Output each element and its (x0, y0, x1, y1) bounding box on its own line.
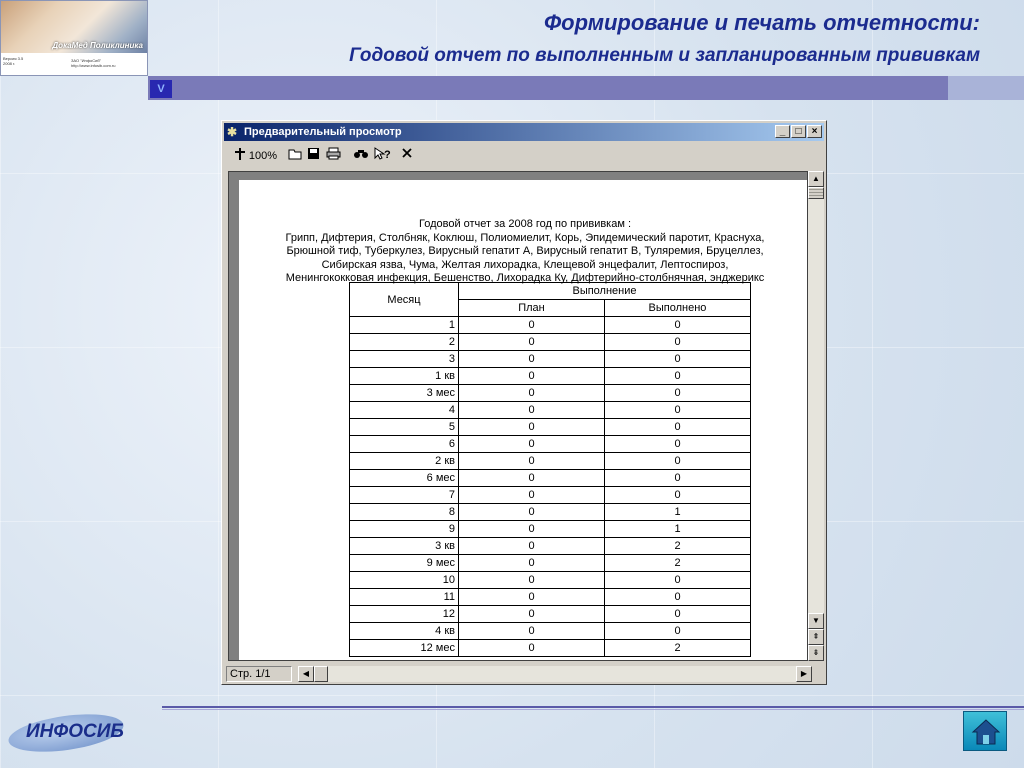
cell-plan: 0 (459, 572, 605, 589)
help-icon[interactable] (372, 147, 392, 165)
cell-done: 1 (605, 521, 751, 538)
zoom-level[interactable]: 100% (248, 150, 278, 162)
table-row (350, 640, 751, 657)
table-row (350, 351, 751, 368)
find-icon[interactable] (352, 147, 370, 165)
table-row (350, 334, 751, 351)
preview-window (221, 120, 827, 685)
cell-done: 0 (605, 334, 751, 351)
logo-company-text: ЗАО "ИнфоСиб" http://www.infosib.com.ru (71, 58, 116, 68)
table-row (350, 317, 751, 334)
svg-text:?: ? (384, 149, 391, 161)
scroll-up-icon[interactable]: ▲ (808, 171, 824, 187)
table-row (350, 606, 751, 623)
cell-plan: 0 (459, 589, 605, 606)
cell-done: 0 (605, 470, 751, 487)
cell-plan: 0 (459, 470, 605, 487)
footer-line (162, 706, 1024, 708)
cell-month: 4 (350, 402, 459, 419)
cell-plan: 0 (459, 640, 605, 657)
close-window-button[interactable]: × (807, 125, 822, 138)
cell-done: 0 (605, 402, 751, 419)
cell-done: 0 (605, 436, 751, 453)
cell-month: 6 мес (350, 470, 459, 487)
table-row (350, 487, 751, 504)
cell-done: 0 (605, 419, 751, 436)
product-logo-thumbnail (0, 0, 148, 76)
cell-month: 1 (350, 317, 459, 334)
cell-month: 4 кв (350, 623, 459, 640)
cell-done: 0 (605, 606, 751, 623)
cell-month: 2 (350, 334, 459, 351)
cell-done: 0 (605, 589, 751, 606)
vertical-scrollbar[interactable] (808, 171, 824, 661)
cell-month: 6 (350, 436, 459, 453)
column-header-execution: Выполнение (459, 283, 751, 300)
footer-line-thin (162, 709, 1024, 710)
home-icon (971, 717, 1001, 747)
scroll-down-icon[interactable]: ▼ (808, 613, 824, 629)
cell-month: 9 (350, 521, 459, 538)
cell-plan: 0 (459, 555, 605, 572)
save-icon[interactable] (304, 147, 322, 165)
report-heading-line: Брюшной тиф, Туберкулез, Вирусный гепатит А, Вирусный гепатит В, Туляремия, Бруцеллез, (286, 245, 764, 258)
cell-plan: 0 (459, 368, 605, 385)
header-band (148, 76, 948, 100)
page-up-icon[interactable]: ⇞ (808, 629, 824, 645)
scroll-thumb[interactable] (808, 187, 824, 199)
cell-plan: 0 (459, 334, 605, 351)
home-button[interactable] (963, 711, 1007, 751)
table-row (350, 623, 751, 640)
cell-done: 0 (605, 623, 751, 640)
table-row (350, 521, 751, 538)
report-heading-line: Сибирская язва, Чума, Желтая лихорадка, Клещевой энцефалит, Лептоспироз, (321, 258, 729, 271)
slide-subtitle: Годовой отчет по выполненным и запланированным прививкам (349, 45, 980, 66)
cell-plan: 0 (459, 521, 605, 538)
cell-done: 1 (605, 504, 751, 521)
cell-done: 0 (605, 317, 751, 334)
cell-done: 2 (605, 538, 751, 555)
cell-plan: 0 (459, 436, 605, 453)
preview-toolbar (224, 143, 824, 169)
column-header-plan: План (459, 300, 605, 317)
cell-done: 0 (605, 487, 751, 504)
cell-done: 0 (605, 385, 751, 402)
slide-title: Формирование и печать отчетности: (543, 10, 980, 35)
cell-plan: 0 (459, 402, 605, 419)
table-row (350, 453, 751, 470)
cell-plan: 0 (459, 606, 605, 623)
logo-version-text: Версия 3.5 2008 г. (3, 56, 24, 66)
print-icon[interactable] (324, 147, 342, 165)
table-row (350, 436, 751, 453)
infosib-logo (8, 712, 126, 752)
cell-plan: 0 (459, 453, 605, 470)
cell-done: 0 (605, 453, 751, 470)
cell-month: 10 (350, 572, 459, 589)
preview-area[interactable] (228, 171, 808, 661)
cell-month: 3 (350, 351, 459, 368)
table-row (350, 589, 751, 606)
table-row (350, 504, 751, 521)
app-icon: ✱ (227, 125, 238, 139)
table-row (350, 572, 751, 589)
cell-month: 8 (350, 504, 459, 521)
cell-month: 7 (350, 487, 459, 504)
cell-done: 2 (605, 640, 751, 657)
window-title: Предварительный просмотр (244, 126, 402, 138)
report-table (349, 282, 751, 657)
cell-done: 2 (605, 555, 751, 572)
cell-month: 1 кв (350, 368, 459, 385)
cell-month: 3 кв (350, 538, 459, 555)
cell-month: 12 (350, 606, 459, 623)
cell-done: 0 (605, 572, 751, 589)
scroll-right-icon[interactable]: ▶ (796, 666, 812, 682)
cell-plan: 0 (459, 385, 605, 402)
table-row (350, 419, 751, 436)
header-band-right (948, 76, 1024, 100)
report-heading-line: Грипп, Дифтерия, Столбняк, Коклюш, Полиомиелит, Корь, Эпидемический паротит, Краснуха, (285, 231, 765, 244)
cell-plan: 0 (459, 487, 605, 504)
cell-month: 5 (350, 419, 459, 436)
cell-plan: 0 (459, 317, 605, 334)
table-row (350, 402, 751, 419)
cell-plan: 0 (459, 419, 605, 436)
column-header-month: Месяц (350, 283, 459, 317)
cell-done: 0 (605, 351, 751, 368)
infosib-logo-text: ИНФОСИБ (26, 721, 124, 742)
cell-done: 0 (605, 368, 751, 385)
minimize-button[interactable]: _ (775, 125, 790, 138)
window-titlebar[interactable] (224, 123, 824, 141)
report-heading-line: Годовой отчет за 2008 год по прививкам : (418, 218, 632, 230)
horizontal-scrollbar[interactable] (298, 666, 812, 682)
table-row (350, 555, 751, 572)
cell-month: 12 мес (350, 640, 459, 657)
scroll-left-icon[interactable]: ◀ (298, 666, 314, 682)
report-heading (239, 218, 808, 286)
close-icon[interactable] (398, 147, 416, 165)
report-heading-line: Менингококковая инфекция, Бешенство, Лихорадка Ку, Дифтерийно-столбнячная, энджерикс (285, 272, 765, 285)
cell-plan: 0 (459, 504, 605, 521)
page-down-icon[interactable]: ⇟ (808, 645, 824, 661)
cell-month: 9 мес (350, 555, 459, 572)
table-row (350, 538, 751, 555)
cell-plan: 0 (459, 623, 605, 640)
cell-month: 2 кв (350, 453, 459, 470)
open-icon[interactable] (286, 147, 304, 165)
status-bar (226, 665, 824, 683)
cell-plan: 0 (459, 538, 605, 555)
cell-month: 11 (350, 589, 459, 606)
table-row (350, 368, 751, 385)
report-page (239, 180, 808, 661)
logo-brand-text: ДокаМед Поликлиника (52, 41, 143, 50)
cell-month: 3 мес (350, 385, 459, 402)
column-header-done: Выполнено (605, 300, 751, 317)
table-row (350, 385, 751, 402)
cell-plan: 0 (459, 351, 605, 368)
maximize-button[interactable]: □ (791, 125, 806, 138)
table-row (350, 470, 751, 487)
hscroll-thumb[interactable] (314, 666, 328, 682)
page-indicator: Стр. 1/1 (226, 666, 292, 682)
band-marker: V (150, 80, 172, 98)
zoom-icon[interactable] (230, 147, 250, 165)
